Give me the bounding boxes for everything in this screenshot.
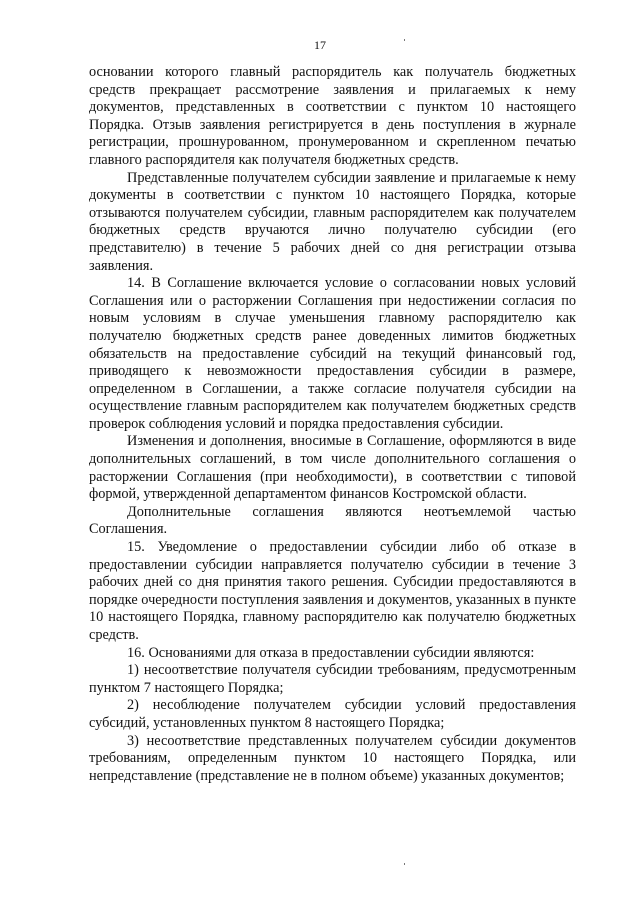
paragraph-continuation: основании которого главный распорядитель как получатель бюджетных средств прекращает рассмотрение заявления и прилагаемых к нему документов, представленных в соответствии с пунктом 10 настоящего Порядка. Отзыв заявления регистрируется в день поступления в журнале регистрации, прошнурованном, пронумерованном и скрепленном печатью главного распорядителя как получателя бюджетных средств. — [89, 64, 576, 168]
paragraph-returned-documents: Представленные получателем субсидии заявление и прилагаемые к нему документы в соответствии с пунктом 10 настоящего Порядка, которые отзываются получателем субсидии, главным распорядителем как получателем бюджетных средств вручаются лично получателю субсидии (его представителю) в течение 5 рабочих дней со дня регистрации отзыва заявления. — [89, 169, 576, 274]
document-body — [89, 64, 576, 785]
paragraph-14: 14. В Соглашение включается условие о согласовании новых условий Соглашения или о расторжении Соглашения при недостижении согласия по новым условиям в случае уменьшения главному распорядителю как получателю бюджетных средств ранее доведенных лимитов бюджетных обязательств на предоставление субсидий на текущий финансовый год, приводящего к невозможности предоставления субсидии в размере, определенном в Соглашении, а также согласие получателя субсидии на осуществление главным распорядителем как получателем бюджетных средств проверок соблюдения условий и порядка предоставления субсидии. — [89, 275, 576, 432]
page-number: 17 — [314, 38, 326, 52]
paragraph-amendments: Изменения и дополнения, вносимые в Соглашение, оформляются в виде дополнительных соглашений, в том числе дополнительного соглашения о расторжении Соглашения (при необходимости), в соответствии с типовой формой, утвержденной департаментом финансов Костромской области. — [89, 433, 576, 503]
list-item-3: 3) несоответствие представленных получателем субсидии документов требованиям, определенным пунктом 10 настоящего Порядка, или непредставление (представление не в полном объеме) указанных документов; — [89, 732, 576, 784]
scan-mark — [404, 863, 405, 865]
list-item-1: 1) несоответствие получателя субсидии требованиям, предусмотренным пунктом 7 настоящего Порядка; — [89, 662, 576, 696]
paragraph-additional-agreements: Дополнительные соглашения являются неотъемлемой частью Соглашения. — [89, 503, 576, 538]
scan-mark — [404, 39, 405, 41]
paragraph-15: 15. Уведомление о предоставлении субсидии либо об отказе в предоставлении субсидии направляется получателю субсидии в течение 3 рабочих дней со дня принятия такого решения. Субсидии предоставляются в порядке очередности поступления заявления и документов, указанных в пункте 10 настоящего Порядка, главному распорядителю как получателю бюджетных средств. — [89, 539, 577, 643]
paragraph-16: 16. Основаниями для отказа в предоставлении субсидии являются: — [127, 644, 535, 661]
list-item-2: 2) несоблюдение получателем субсидии условий предоставления субсидий, установленных пунктом 8 настоящего Порядка; — [89, 697, 576, 731]
